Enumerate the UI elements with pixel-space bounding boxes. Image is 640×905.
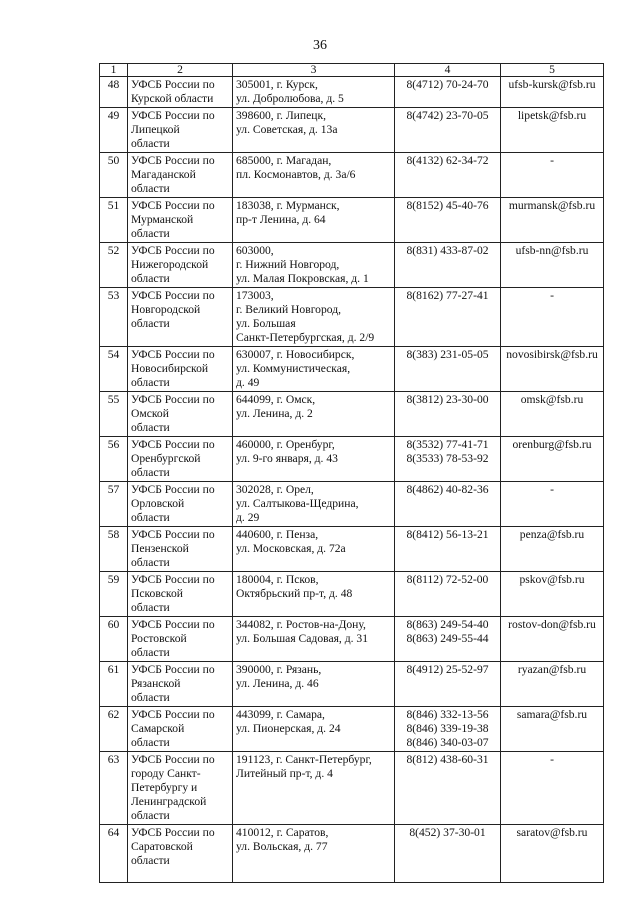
office-phone-cell — [395, 482, 501, 527]
office-phone-line: 8(863) 249-54-40 — [406, 618, 489, 631]
row-number: 52 — [100, 243, 128, 288]
office-name-line: Новгородской — [131, 303, 201, 316]
office-name-line: области — [131, 854, 170, 867]
office-address-cell — [233, 527, 395, 572]
office-address-line: 180004, г. Псков, — [236, 573, 319, 586]
office-name-line: области — [131, 227, 170, 240]
office-name-cell — [128, 108, 233, 153]
office-address-line: 390000, г. Рязань, — [236, 663, 322, 676]
office-name-line: УФСБ России по — [131, 109, 215, 122]
office-name-line: Магаданской — [131, 168, 196, 181]
table-row — [100, 482, 604, 527]
office-phone-cell — [395, 662, 501, 707]
office-address-cell — [233, 288, 395, 347]
office-phone-line: 8(4712) 70-24-70 — [406, 78, 489, 91]
office-phone-cell — [395, 825, 501, 883]
office-name-line: городу Санкт- — [131, 767, 201, 780]
office-name-line: Липецкой — [131, 123, 180, 136]
office-address-line: 173003, — [236, 289, 274, 302]
fsb-offices-table — [99, 63, 604, 883]
office-phone-line: 8(846) 339-19-38 — [406, 722, 489, 735]
office-phone-line: 8(831) 433-87-02 — [406, 244, 489, 257]
office-phone-cell — [395, 617, 501, 662]
office-email: saratov@fsb.ru — [501, 825, 604, 883]
table-row — [100, 527, 604, 572]
office-name-line: Саратовской — [131, 840, 193, 853]
office-email: samara@fsb.ru — [501, 707, 604, 752]
row-number: 49 — [100, 108, 128, 153]
office-name-line: УФСБ России по — [131, 618, 215, 631]
office-address-cell — [233, 707, 395, 752]
office-phone-cell — [395, 572, 501, 617]
office-name-line: области — [131, 556, 170, 569]
office-phone-cell — [395, 77, 501, 108]
office-name-cell — [128, 77, 233, 108]
office-address-line: ул. Коммунистическая, — [236, 362, 351, 375]
office-name-line: области — [131, 601, 170, 614]
row-number: 56 — [100, 437, 128, 482]
table-row — [100, 153, 604, 198]
office-address-line: ул. Салтыкова-Щедрина, — [236, 497, 359, 510]
office-phone-cell — [395, 198, 501, 243]
office-name-line: УФСБ России по — [131, 348, 215, 361]
office-name-line: области — [131, 511, 170, 524]
office-address-line: Санкт-Петербургская, д. 2/9 — [236, 331, 375, 344]
office-email: - — [501, 482, 604, 527]
row-number: 55 — [100, 392, 128, 437]
office-address-line: ул. Добролюбова, д. 5 — [236, 92, 344, 105]
office-name-line: Новосибирской — [131, 362, 209, 375]
office-phone-line: 8(4912) 25-52-97 — [406, 663, 489, 676]
office-address-line: 644099, г. Омск, — [236, 393, 316, 406]
table-row — [100, 617, 604, 662]
office-email: ufsb-kursk@fsb.ru — [501, 77, 604, 108]
office-name-line: УФСБ России по — [131, 199, 215, 212]
office-address-line: ул. Ленина, д. 2 — [236, 407, 313, 420]
office-phone-line: 8(4742) 23-70-05 — [406, 109, 489, 122]
office-name-line: УФСБ России по — [131, 826, 215, 839]
office-name-line: области — [131, 691, 170, 704]
office-address-line: д. 49 — [236, 376, 260, 389]
office-name-line: УФСБ России по — [131, 78, 215, 91]
office-phone-cell — [395, 288, 501, 347]
office-email: omsk@fsb.ru — [501, 392, 604, 437]
row-number: 50 — [100, 153, 128, 198]
office-name-cell — [128, 482, 233, 527]
office-name-line: УФСБ России по — [131, 289, 215, 302]
office-name-cell — [128, 617, 233, 662]
office-name-line: области — [131, 809, 170, 822]
office-address-cell — [233, 153, 395, 198]
office-address-cell — [233, 392, 395, 437]
column-number: 2 — [128, 64, 233, 77]
office-phone-line: 8(4862) 40-82-36 — [406, 483, 489, 496]
table-row — [100, 662, 604, 707]
office-name-line: Пензенской — [131, 542, 189, 555]
office-name-cell — [128, 752, 233, 825]
office-address-line: ул. Большая Садовая, д. 31 — [236, 632, 369, 645]
office-email: - — [501, 288, 604, 347]
office-name-line: Мурманской — [131, 213, 194, 226]
office-email: novosibirsk@fsb.ru — [501, 347, 604, 392]
office-name-line: Ленинградской — [131, 795, 207, 808]
office-address-line: 685000, г. Магадан, — [236, 154, 332, 167]
office-name-line: УФСБ России по — [131, 483, 215, 496]
row-number: 59 — [100, 572, 128, 617]
office-phone-cell — [395, 153, 501, 198]
row-number: 63 — [100, 752, 128, 825]
office-name-cell — [128, 707, 233, 752]
office-name-cell — [128, 662, 233, 707]
office-name-line: УФСБ России по — [131, 438, 215, 451]
office-phone-cell — [395, 707, 501, 752]
office-name-line: Омской — [131, 407, 169, 420]
office-phone-line: 8(3812) 23-30-00 — [406, 393, 489, 406]
office-name-line: Орловской — [131, 497, 185, 510]
office-name-cell — [128, 392, 233, 437]
row-number: 48 — [100, 77, 128, 108]
office-address-line: 630007, г. Новосибирск, — [236, 348, 355, 361]
office-name-cell — [128, 288, 233, 347]
office-address-line: Литейный пр-т, д. 4 — [236, 767, 333, 780]
office-email: orenburg@fsb.ru — [501, 437, 604, 482]
office-name-line: области — [131, 736, 170, 749]
office-email: ufsb-nn@fsb.ru — [501, 243, 604, 288]
office-name-cell — [128, 825, 233, 883]
office-address-line: пр-т Ленина, д. 64 — [236, 213, 326, 226]
office-name-line: области — [131, 272, 170, 285]
office-address-line: пл. Космонавтов, д. 3а/6 — [236, 168, 356, 181]
office-email: murmansk@fsb.ru — [501, 198, 604, 243]
row-number: 58 — [100, 527, 128, 572]
office-phone-line: 8(8152) 45-40-76 — [406, 199, 489, 212]
table-row — [100, 108, 604, 153]
office-address-line: ул. Пионерская, д. 24 — [236, 722, 341, 735]
office-address-line: ул. Ленина, д. 46 — [236, 677, 319, 690]
office-address-line: ул. Вольская, д. 77 — [236, 840, 328, 853]
office-name-cell — [128, 527, 233, 572]
office-address-cell — [233, 347, 395, 392]
row-number: 61 — [100, 662, 128, 707]
office-phone-line: 8(8412) 56-13-21 — [406, 528, 489, 541]
office-phone-cell — [395, 437, 501, 482]
office-name-line: УФСБ России по — [131, 528, 215, 541]
row-number: 53 — [100, 288, 128, 347]
office-address-line: д. 29 — [236, 511, 260, 524]
office-address-cell — [233, 662, 395, 707]
office-name-line: Псковской — [131, 587, 183, 600]
office-name-line: Курской области — [131, 92, 214, 105]
office-phone-cell — [395, 527, 501, 572]
office-address-line: ул. Советская, д. 13а — [236, 123, 338, 136]
office-phone-cell — [395, 392, 501, 437]
office-address-line: 410012, г. Саратов, — [236, 826, 329, 839]
column-number: 5 — [501, 64, 604, 77]
office-phone-line: 8(452) 37-30-01 — [409, 826, 486, 839]
office-address-line: 191123, г. Санкт-Петербург, — [236, 753, 372, 766]
office-address-cell — [233, 825, 395, 883]
table-row — [100, 572, 604, 617]
office-address-line: ул. Малая Покровская, д. 1 — [236, 272, 369, 285]
office-address-line: 603000, — [236, 244, 274, 257]
office-address-line: Октябрьский пр-т, д. 48 — [236, 587, 353, 600]
row-number: 64 — [100, 825, 128, 883]
office-name-line: области — [131, 466, 170, 479]
office-phone-line: 8(846) 332-13-56 — [406, 708, 489, 721]
row-number: 51 — [100, 198, 128, 243]
office-address-cell — [233, 243, 395, 288]
office-address-line: 440600, г. Пенза, — [236, 528, 319, 541]
table-row — [100, 437, 604, 482]
page-number: 36 — [313, 38, 327, 53]
office-name-line: Оренбургской — [131, 452, 201, 465]
office-email: rostov-don@fsb.ru — [501, 617, 604, 662]
office-address-cell — [233, 617, 395, 662]
row-number: 60 — [100, 617, 128, 662]
office-name-line: области — [131, 376, 170, 389]
row-number: 62 — [100, 707, 128, 752]
office-address-line: г. Нижний Новгород, — [236, 258, 340, 271]
office-phone-line: 8(8162) 77-27-41 — [406, 289, 489, 302]
office-phone-line: 8(8112) 72-52-00 — [406, 573, 489, 586]
table-row — [100, 243, 604, 288]
office-phone-cell — [395, 347, 501, 392]
office-name-line: УФСБ России по — [131, 708, 215, 721]
office-name-line: УФСБ России по — [131, 393, 215, 406]
office-address-cell — [233, 437, 395, 482]
office-address-line: 344082, г. Ростов-на-Дону, — [236, 618, 366, 631]
office-phone-cell — [395, 243, 501, 288]
office-address-line: 460000, г. Оренбург, — [236, 438, 335, 451]
office-address-cell — [233, 108, 395, 153]
office-address-line: г. Великий Новгород, — [236, 303, 342, 316]
row-number: 57 — [100, 482, 128, 527]
office-name-line: Самарской — [131, 722, 185, 735]
office-name-cell — [128, 198, 233, 243]
office-email: pskov@fsb.ru — [501, 572, 604, 617]
office-address-line: 302028, г. Орел, — [236, 483, 314, 496]
office-name-line: области — [131, 137, 170, 150]
office-name-line: УФСБ России по — [131, 244, 215, 257]
office-name-line: Нижегородской — [131, 258, 209, 271]
office-name-line: области — [131, 421, 170, 434]
office-address-line: 183038, г. Мурманск, — [236, 199, 340, 212]
table-row — [100, 77, 604, 108]
table-body — [100, 77, 604, 883]
office-name-cell — [128, 347, 233, 392]
column-number: 4 — [395, 64, 501, 77]
office-address-line: 443099, г. Самара, — [236, 708, 325, 721]
office-name-line: Рязанской — [131, 677, 181, 690]
office-name-line: Петербургу и — [131, 781, 198, 794]
column-number: 3 — [233, 64, 395, 77]
office-email: ryazan@fsb.ru — [501, 662, 604, 707]
office-email: - — [501, 153, 604, 198]
office-address-line: ул. Московская, д. 72а — [236, 542, 346, 555]
office-address-cell — [233, 77, 395, 108]
office-phone-line: 8(3533) 78-53-92 — [406, 452, 489, 465]
office-name-line: Ростовской — [131, 632, 187, 645]
office-address-line: 398600, г. Липецк, — [236, 109, 326, 122]
table-row — [100, 752, 604, 825]
table-row — [100, 825, 604, 883]
office-address-line: ул. Большая — [236, 317, 296, 330]
office-phone-line: 8(4132) 62-34-72 — [406, 154, 489, 167]
office-phone-line: 8(383) 231-05-05 — [406, 348, 489, 361]
office-name-line: УФСБ России по — [131, 663, 215, 676]
office-address-cell — [233, 572, 395, 617]
office-name-cell — [128, 572, 233, 617]
office-phone-cell — [395, 752, 501, 825]
office-phone-line: 8(812) 438-60-31 — [406, 753, 489, 766]
office-name-cell — [128, 153, 233, 198]
office-phone-cell — [395, 108, 501, 153]
column-number: 1 — [100, 64, 128, 77]
office-name-line: УФСБ России по — [131, 154, 215, 167]
office-phone-line: 8(863) 249-55-44 — [406, 632, 489, 645]
office-name-line: УФСБ России по — [131, 573, 215, 586]
office-address-cell — [233, 482, 395, 527]
office-email: - — [501, 752, 604, 825]
table-row — [100, 707, 604, 752]
office-name-line: области — [131, 182, 170, 195]
office-name-line: области — [131, 317, 170, 330]
office-address-line: 305001, г. Курск, — [236, 78, 318, 91]
office-address-cell — [233, 752, 395, 825]
office-name-cell — [128, 243, 233, 288]
table-row — [100, 288, 604, 347]
office-name-line: УФСБ России по — [131, 753, 215, 766]
table-row — [100, 198, 604, 243]
office-address-line: ул. 9-го января, д. 43 — [236, 452, 338, 465]
office-phone-line: 8(3532) 77-41-71 — [406, 438, 489, 451]
table-row — [100, 392, 604, 437]
column-number-row — [100, 64, 604, 77]
office-name-line: области — [131, 646, 170, 659]
office-address-cell — [233, 198, 395, 243]
table-row — [100, 347, 604, 392]
office-name-cell — [128, 437, 233, 482]
office-phone-line: 8(846) 340-03-07 — [406, 736, 489, 749]
row-number: 54 — [100, 347, 128, 392]
office-email: lipetsk@fsb.ru — [501, 108, 604, 153]
office-email: penza@fsb.ru — [501, 527, 604, 572]
